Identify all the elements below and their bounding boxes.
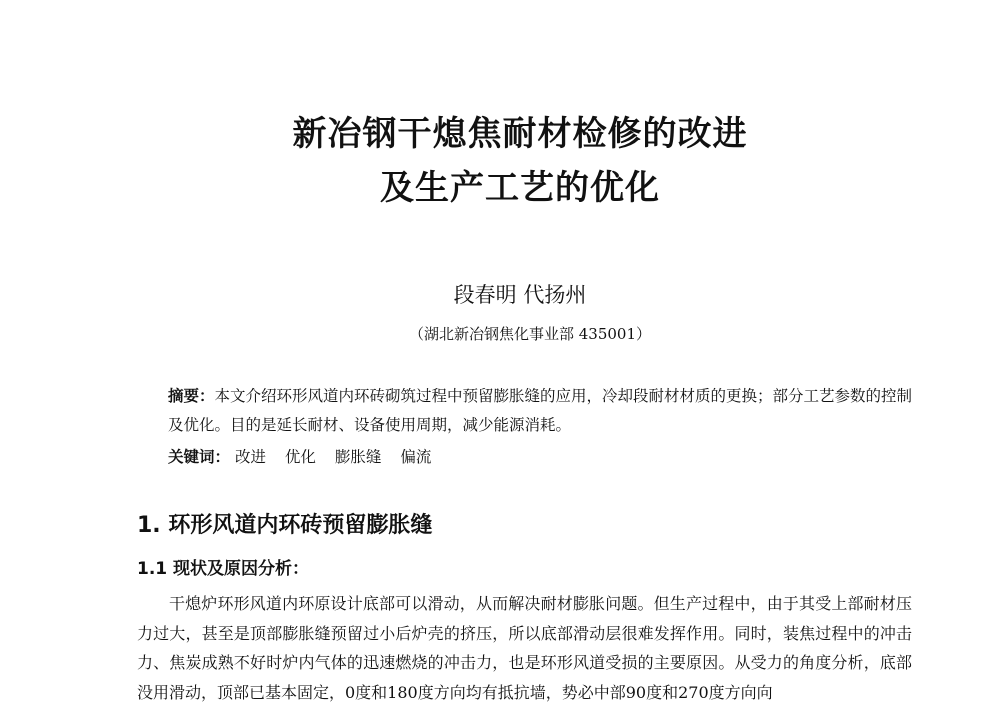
keywords-label: 关键词： — [168, 448, 231, 466]
section-heading: 1. 环形风道内环砖预留膨胀缝 — [137, 513, 433, 538]
keyword-item: 优化 — [284, 448, 316, 466]
abstract-text: 本文介绍环形风道内环砖砌筑过程中预留膨胀缝的应用，冷却段耐材材质的更换；部分工艺参数的控制及优化。目的是延长耐材、设备使用周期，减少能源消耗。 — [168, 387, 913, 434]
keyword-item: 偏流 — [400, 448, 432, 466]
author-list: 段春明 代扬州 — [453, 283, 587, 307]
abstract-label: 摘要： — [168, 387, 215, 405]
keywords — [168, 444, 445, 470]
author-affiliation: （湖北新冶钢焦化事业部 435001） — [408, 325, 652, 343]
subsection-heading: 1.1 现状及原因分析： — [137, 559, 310, 579]
body-paragraph: 干熄炉环形风道内环原设计底部可以滑动，从而解决耐材膨胀问题。但生产过程中，由于其受上部耐材压力过大，甚至是顶部膨胀缝预留过小后炉壳的挤压，所以底部滑动层很难发挥作用。同时，装焦过程中的冲击力、焦炭成熟不好时炉内气体的迅速燃烧的冲击力，也是环形风道受损的主要原因。从受力的角度分析，底部没用滑动，顶部已基本固定，0度和180度方向均有抵抗墙，势必中部90度和270度方向向 — [137, 594, 912, 702]
keyword-item: 改进 — [234, 448, 266, 466]
paper-title-line-2: 及生产工艺的优化 — [380, 168, 660, 208]
keyword-item: 膨胀缝 — [334, 448, 382, 466]
abstract — [168, 382, 913, 440]
paper-title-line-1: 新冶钢干熄焦耐材检修的改进 — [292, 114, 748, 154]
